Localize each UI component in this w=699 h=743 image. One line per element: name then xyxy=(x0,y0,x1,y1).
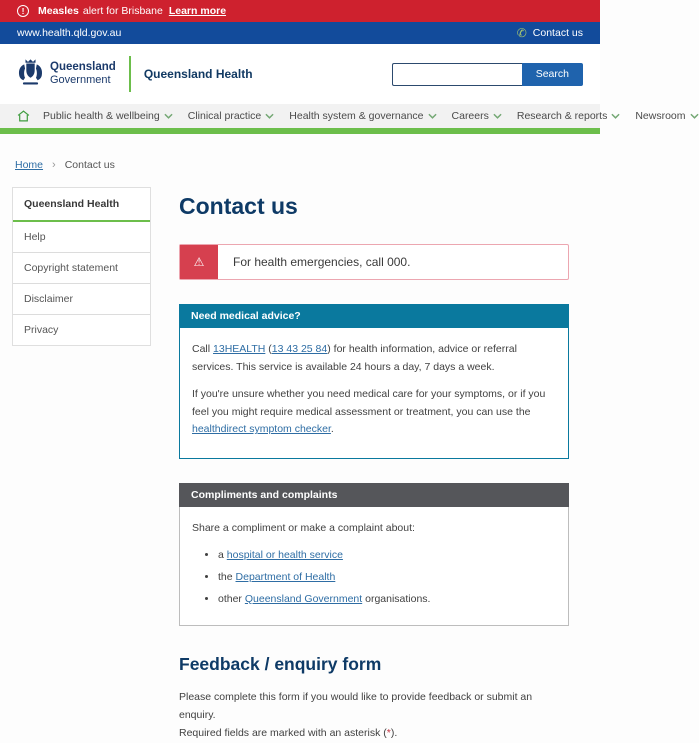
nav-item-label: Careers xyxy=(451,110,489,122)
13health-link[interactable]: 13HEALTH xyxy=(213,343,266,355)
nav-item-label: Research & reports xyxy=(516,110,608,122)
department-of-health-link[interactable]: Department of Health xyxy=(235,570,336,583)
chevron-down-icon xyxy=(428,113,437,119)
utility-contact-label: Contact us xyxy=(532,27,583,39)
alert-circle-icon: ! xyxy=(17,5,29,17)
logo-wordmark xyxy=(50,61,116,87)
chevron-down-icon xyxy=(265,113,274,119)
medical-advice-panel xyxy=(179,304,569,459)
breadcrumb-home-link[interactable]: Home xyxy=(15,159,44,171)
chevron-down-icon xyxy=(493,113,502,119)
site-title-link[interactable]: Queensland Health xyxy=(143,67,253,81)
compliments-complaints-heading: Compliments and complaints xyxy=(179,483,569,507)
feedback-form-heading: Feedback / enquiry form xyxy=(179,653,382,674)
list-item: • a hospital or health service xyxy=(218,547,556,565)
required-asterisk: * xyxy=(386,727,391,740)
main-navigation xyxy=(0,104,686,128)
complaints-intro: Share a compliment or make a complaint about: xyxy=(192,522,415,535)
list-item: • other Queensland Government organisations. xyxy=(218,591,556,609)
measles-alert-bar xyxy=(0,0,600,22)
home-icon[interactable] xyxy=(17,110,30,122)
medical-advice-body xyxy=(179,328,569,459)
sidebar-item-privacy[interactable]: Privacy xyxy=(13,314,150,345)
alert-emphasis: Measles xyxy=(38,5,79,17)
nav-item-research-reports[interactable] xyxy=(517,110,620,122)
emergency-notice xyxy=(179,244,569,280)
warning-triangle-icon: ⚠ xyxy=(180,245,218,279)
nav-item-clinical-practice[interactable] xyxy=(188,110,275,122)
13health-number-link[interactable]: 13 43 25 84 xyxy=(271,343,328,355)
search-input[interactable] xyxy=(392,63,522,86)
search-area xyxy=(392,63,583,86)
nav-item-health-system[interactable] xyxy=(289,110,436,122)
utility-bar xyxy=(0,22,600,44)
chevron-down-icon xyxy=(690,113,699,119)
medical-advice-p2: If you're unsure whether you need medical care for your symptoms, or if you feel you might require medical assessment or treatment, you can use the healthdirect symptom checker. xyxy=(192,387,546,436)
nav-item-careers[interactable] xyxy=(452,110,502,122)
site-url-link[interactable]: www.health.qld.gov.au xyxy=(17,27,122,39)
header-divider xyxy=(129,56,131,92)
medical-advice-p1: Call 13HEALTH (13 43 25 84) for health information, advice or referral services. This service is available 24 hours a day, 7 days a week. xyxy=(192,343,517,373)
sidebar-nav xyxy=(12,187,151,346)
utility-contact-link[interactable] xyxy=(517,27,583,39)
nav-item-public-health[interactable] xyxy=(43,110,173,122)
page-title: Contact us xyxy=(179,193,298,219)
nav-item-label: Clinical practice xyxy=(187,110,262,122)
learn-more-link[interactable]: Learn more xyxy=(168,5,227,17)
compliments-complaints-panel xyxy=(179,483,569,625)
complaints-list xyxy=(192,547,556,609)
sidebar-item-copyright[interactable]: Copyright statement xyxy=(13,252,150,283)
alert-text: alert for Brisbane xyxy=(82,5,163,17)
queensland-government-crest-logo[interactable] xyxy=(17,56,44,92)
logo-line1: Queensland xyxy=(50,61,116,74)
queensland-government-link[interactable]: Queensland Government xyxy=(244,592,363,605)
breadcrumb-separator: › xyxy=(52,159,56,171)
breadcrumb-current: Contact us xyxy=(64,159,115,171)
sidebar-item-disclaimer[interactable]: Disclaimer xyxy=(13,283,150,314)
nav-item-label: Public health & wellbeing xyxy=(43,110,160,122)
hospital-health-service-link[interactable]: hospital or health service xyxy=(226,549,343,562)
nav-item-label: Newsroom xyxy=(635,110,686,122)
sidebar-item-queensland-health[interactable]: Queensland Health xyxy=(13,188,150,222)
logo-line2: Government xyxy=(50,74,111,87)
main-content xyxy=(179,187,569,743)
phone-icon: ✆ xyxy=(516,26,527,40)
compliments-complaints-body xyxy=(179,507,569,625)
sidebar-item-help[interactable]: Help xyxy=(24,231,46,243)
chevron-down-icon xyxy=(611,113,620,119)
search-button[interactable]: Search xyxy=(522,63,583,86)
breadcrumb xyxy=(0,134,600,171)
emergency-text: For health emergencies, call 000. xyxy=(233,255,411,269)
list-item: • the Department of Health xyxy=(218,569,556,587)
site-header xyxy=(0,44,600,104)
medical-advice-heading: Need medical advice? xyxy=(179,304,569,328)
feedback-form-intro: Please complete this form if you would like to provide feedback or submit an enquiry. Required fields are marked with an asterisk (*). xyxy=(179,690,533,740)
content-row xyxy=(0,171,600,743)
symptom-checker-link[interactable]: healthdirect symptom checker xyxy=(192,423,331,436)
nav-item-newsroom[interactable] xyxy=(635,110,698,122)
nav-item-label: Health system & governance xyxy=(289,110,424,122)
chevron-down-icon xyxy=(164,113,173,119)
